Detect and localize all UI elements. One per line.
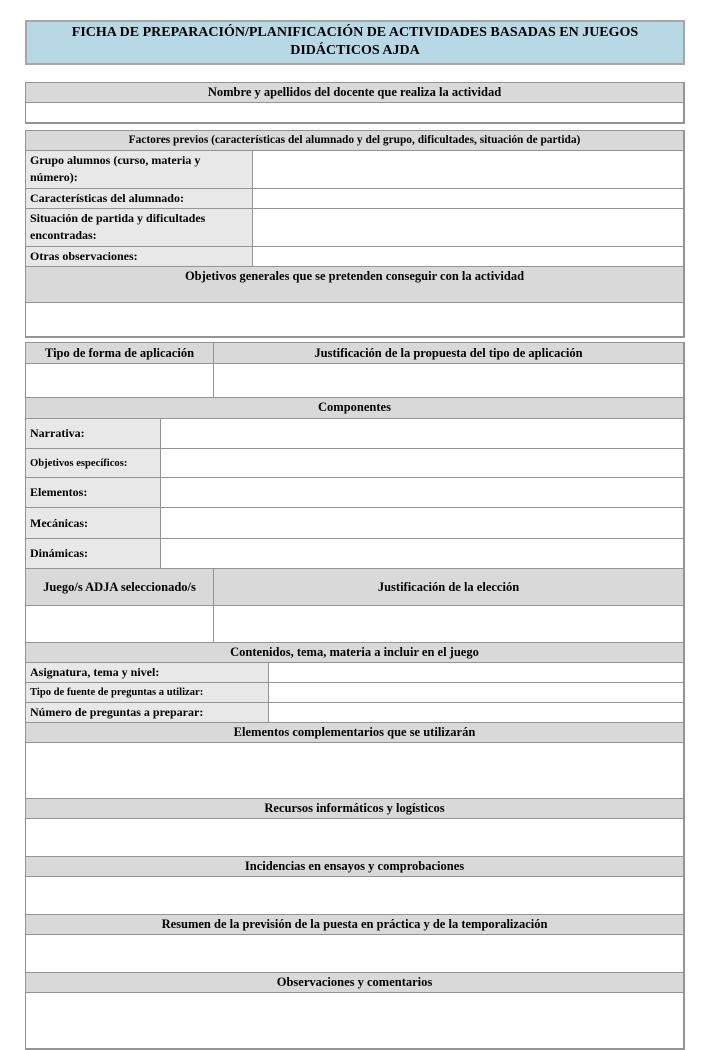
- section-factores: [25, 130, 685, 338]
- factores-row-input[interactable]: [253, 151, 683, 188]
- objetivos-generales-input[interactable]: [26, 302, 683, 336]
- juego-adja-col2-header: Justificación de la elección: [214, 569, 683, 605]
- componentes-row-label: Mecánicas:: [26, 508, 161, 538]
- factores-row-input[interactable]: [253, 209, 683, 246]
- componentes-row-label: Dinámicas:: [26, 539, 161, 568]
- resumen-input[interactable]: [26, 934, 683, 972]
- factores-row-label: Grupo alumnos (curso, materia y número):: [26, 151, 253, 188]
- incidencias-input[interactable]: [26, 876, 683, 914]
- table-row: [26, 448, 683, 477]
- section-docente: [25, 82, 685, 124]
- juego-adja-input-row: [26, 605, 683, 642]
- table-row: [26, 418, 683, 448]
- contenidos-row-label: Asignatura, tema y nivel:: [26, 663, 269, 682]
- componentes-row-input[interactable]: [161, 449, 683, 477]
- contenidos-row-input[interactable]: [269, 683, 683, 702]
- recursos-input[interactable]: [26, 818, 683, 856]
- table-row: [26, 150, 683, 188]
- form-document: [25, 20, 685, 1050]
- tipo-aplicacion-input-row: [26, 363, 683, 397]
- contenidos-row-input[interactable]: [269, 703, 683, 722]
- tipo-aplicacion-col2-header: Justificación de la propuesta del tipo de aplicación: [214, 343, 683, 363]
- table-row: [26, 246, 683, 266]
- tipo-aplicacion-col1-header: Tipo de forma de aplicación: [26, 343, 214, 363]
- elementos-complementarios-input[interactable]: [26, 742, 683, 798]
- juego-adja-col1-input[interactable]: [26, 606, 214, 642]
- contenidos-header: Contenidos, tema, materia a incluir en el juego: [26, 642, 683, 662]
- contenidos-row-input[interactable]: [269, 663, 683, 682]
- table-row: [26, 477, 683, 507]
- tipo-aplicacion-col2-input[interactable]: [214, 364, 683, 397]
- resumen-header: Resumen de la previsión de la puesta en práctica y de la temporalización: [26, 914, 683, 934]
- componentes-row-input[interactable]: [161, 478, 683, 507]
- factores-row-label: Situación de partida y dificultades encontradas:: [26, 209, 253, 246]
- contenidos-row-label: Tipo de fuente de preguntas a utilizar:: [26, 683, 269, 702]
- componentes-row-input[interactable]: [161, 539, 683, 568]
- factores-row-input[interactable]: [253, 247, 683, 266]
- juego-adja-header-row: [26, 568, 683, 605]
- factores-header: Factores previos (características del alumnado y del grupo, dificultades, situación de partida): [26, 131, 683, 150]
- section-main: [25, 342, 685, 1050]
- table-row: [26, 702, 683, 722]
- incidencias-header: Incidencias en ensayos y comprobaciones: [26, 856, 683, 876]
- table-row: [26, 682, 683, 702]
- elementos-complementarios-header: Elementos complementarios que se utilizarán: [26, 722, 683, 742]
- componentes-header: Componentes: [26, 397, 683, 418]
- contenidos-row-label: Número de preguntas a preparar:: [26, 703, 269, 722]
- table-row: [26, 507, 683, 538]
- docente-input-field[interactable]: [26, 102, 683, 122]
- observaciones-header: Observaciones y comentarios: [26, 972, 683, 992]
- table-row: [26, 188, 683, 208]
- componentes-row-input[interactable]: [161, 419, 683, 448]
- tipo-aplicacion-col1-input[interactable]: [26, 364, 214, 397]
- docente-header: Nombre y apellidos del docente que realiza la actividad: [26, 83, 683, 102]
- table-row: [26, 538, 683, 568]
- factores-row-label: Otras observaciones:: [26, 247, 253, 266]
- form-title-text: FICHA DE PREPARACIÓN/PLANIFICACIÓN DE ACTIVIDADES BASADAS EN JUEGOS DIDÁCTICOS AJDA: [71, 25, 639, 58]
- juego-adja-col2-input[interactable]: [214, 606, 683, 642]
- table-row: [26, 662, 683, 682]
- table-row: [26, 208, 683, 246]
- form-title-banner: [25, 20, 685, 65]
- componentes-row-label: Elementos:: [26, 478, 161, 507]
- componentes-row-input[interactable]: [161, 508, 683, 538]
- componentes-row-label: Narrativa:: [26, 419, 161, 448]
- observaciones-input[interactable]: [26, 992, 683, 1048]
- componentes-row-label: Objetivos específicos:: [26, 449, 161, 477]
- tipo-aplicacion-header-row: [26, 343, 683, 363]
- factores-row-label: Características del alumnado:: [26, 189, 253, 208]
- objetivos-generales-header: Objetivos generales que se pretenden conseguir con la actividad: [26, 266, 683, 302]
- factores-row-input[interactable]: [253, 189, 683, 208]
- recursos-header: Recursos informáticos y logísticos: [26, 798, 683, 818]
- juego-adja-col1-header: Juego/s ADJA seleccionado/s: [26, 569, 214, 605]
